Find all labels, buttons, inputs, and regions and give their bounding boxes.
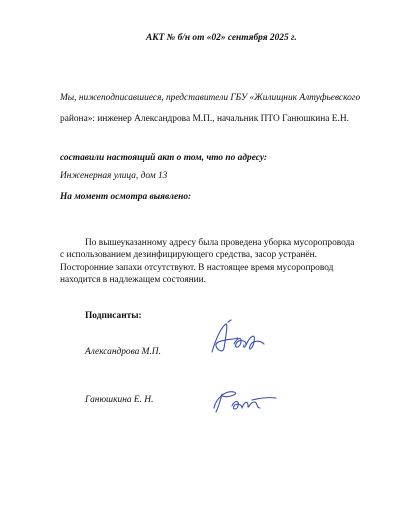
intro-line-2: района»: инженер Александрова М.П., начальник ПТО Ганюшкина Е.Н. [60, 114, 349, 124]
inspection-body-text: По вышеуказанному адресу была проведена уборка мусоропровода с использованием дезинфицирующего средства, засор устранён. Посторонние запахи отсутствуют. В настоящее время мусоропровод находится в надлежащем состоянии. [60, 238, 355, 286]
handwritten-signature-icon [204, 384, 284, 418]
address-line: Инженерная улица, дом 13 [60, 171, 168, 181]
intro-line-1: Мы, нижеподписавшиеся, представители ГБУ «Жилищник Алтуфьевского [60, 93, 361, 103]
signatory-name-1: Александрова М.П. [85, 347, 161, 357]
inspection-heading: На момент осмотра выявлено: [60, 192, 192, 202]
handwritten-signature-icon [204, 318, 274, 360]
statement-line: составили настоящий акт о том, что по адресу: [60, 153, 267, 163]
signatory-name-2: Ганюшкина Е. Н. [85, 395, 154, 405]
signatories-heading: Подписанты: [85, 311, 142, 321]
document-title: АКТ № б/н от «02» сентября 2025 г. [146, 33, 297, 43]
